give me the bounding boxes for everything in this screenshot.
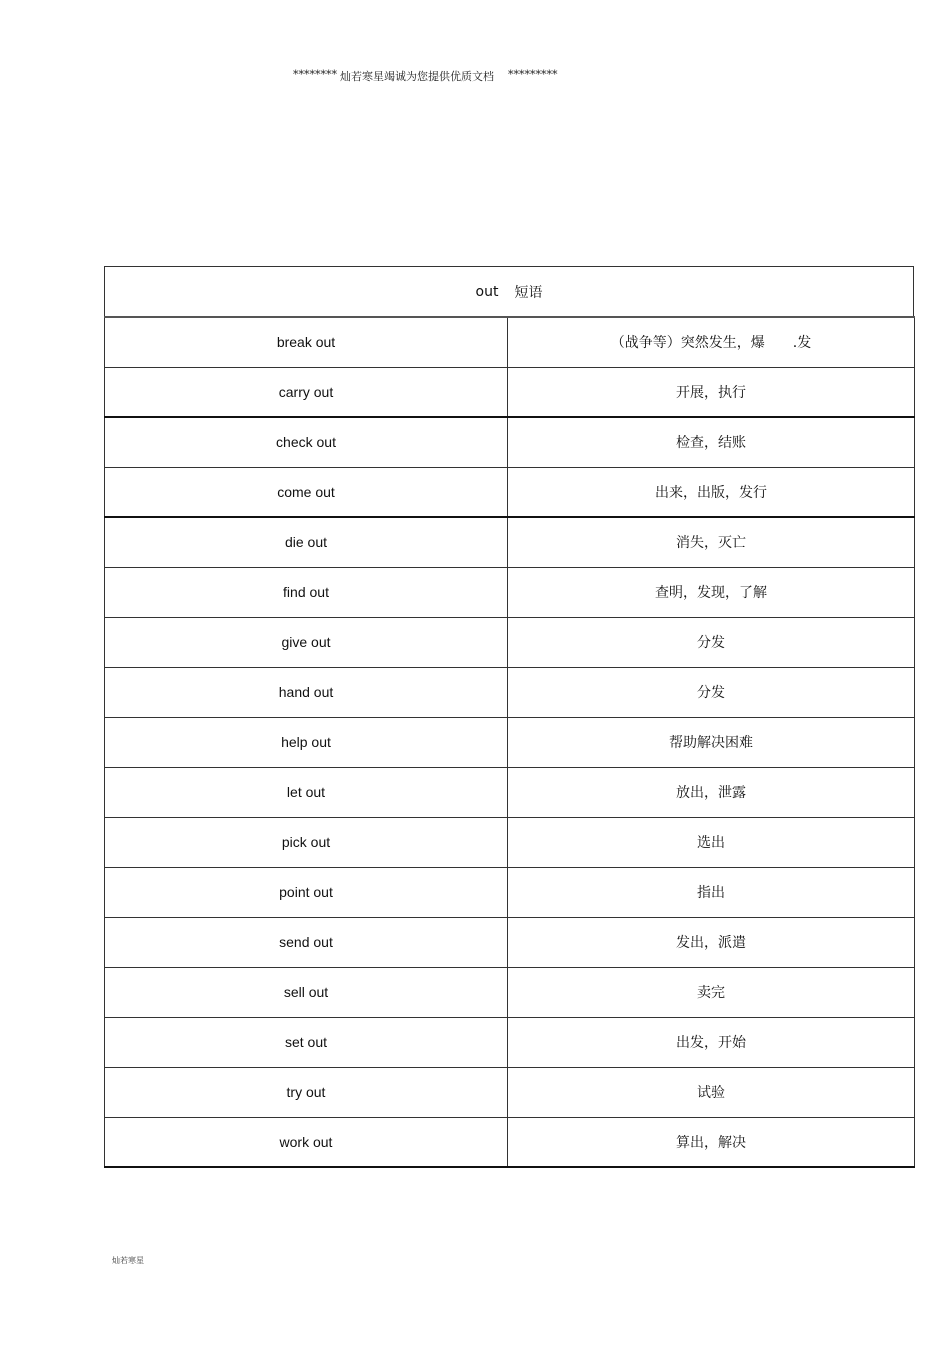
- phrase-cell: die out: [105, 517, 508, 567]
- meaning-cell: 选出: [508, 817, 915, 867]
- header-stars-left: ********: [293, 68, 337, 81]
- phrase-cell: hand out: [105, 667, 508, 717]
- table-row: [105, 1017, 915, 1067]
- meaning-cell: 开展，执行: [508, 367, 915, 417]
- phrase-cell: try out: [105, 1067, 508, 1117]
- meaning-cell: 分发: [508, 667, 915, 717]
- meaning-cell: 查明，发现，了解: [508, 567, 915, 617]
- table-title-en: out: [475, 283, 499, 300]
- table-row: [105, 367, 915, 417]
- phrase-cell: pick out: [105, 817, 508, 867]
- table-row: [105, 617, 915, 667]
- phrase-cell: send out: [105, 917, 508, 967]
- page-footer: 灿若寒星: [112, 1256, 144, 1265]
- table-row: [105, 967, 915, 1017]
- phrase-cell: give out: [105, 617, 508, 667]
- phrase-cell: break out: [105, 317, 508, 367]
- meaning-cell: 放出，泄露: [508, 767, 915, 817]
- phrase-cell: come out: [105, 467, 508, 517]
- header-text: 灿若寒星竭诚为您提供优质文档: [340, 70, 494, 83]
- table-row: [105, 417, 915, 467]
- phrase-cell: carry out: [105, 367, 508, 417]
- table-row: [105, 567, 915, 617]
- table-row: [105, 767, 915, 817]
- phrase-cell: set out: [105, 1017, 508, 1067]
- meaning-cell: 消失，灭亡: [508, 517, 915, 567]
- table-row: [105, 1067, 915, 1117]
- table-row: [105, 467, 915, 517]
- page-header: [0, 66, 950, 86]
- phrase-cell: check out: [105, 417, 508, 467]
- header-stars-right: *********: [508, 68, 558, 81]
- phrase-cell: sell out: [105, 967, 508, 1017]
- meaning-cell: 算出，解决: [508, 1117, 915, 1167]
- table-row: [105, 317, 915, 367]
- meaning-cell: 出来，出版，发行: [508, 467, 915, 517]
- phrase-cell: point out: [105, 867, 508, 917]
- table-title-zh: 短语: [514, 284, 543, 301]
- meaning-cell: 帮助解决困难: [508, 717, 915, 767]
- phrase-cell: find out: [105, 567, 508, 617]
- table-row: [105, 917, 915, 967]
- table-row: [105, 817, 915, 867]
- meaning-cell: 发出，派遣: [508, 917, 915, 967]
- phrase-cell: help out: [105, 717, 508, 767]
- table-row: [105, 717, 915, 767]
- meaning-cell: 试验: [508, 1067, 915, 1117]
- table-row: [105, 1117, 915, 1167]
- table-row: [105, 517, 915, 567]
- meaning-cell: 出发，开始: [508, 1017, 915, 1067]
- meaning-cell: （战争等）突然发生，爆 .发: [508, 317, 915, 367]
- phrase-table: [104, 266, 914, 1168]
- meaning-cell: 分发: [508, 617, 915, 667]
- meaning-cell: 检查，结账: [508, 417, 915, 467]
- phrase-cell: work out: [105, 1117, 508, 1167]
- meaning-cell: 指出: [508, 867, 915, 917]
- table-row: [105, 867, 915, 917]
- table-row: [105, 667, 915, 717]
- phrase-cell: let out: [105, 767, 508, 817]
- phrase-table-body: [104, 316, 915, 1168]
- table-title: [104, 266, 914, 316]
- meaning-cell: 卖完: [508, 967, 915, 1017]
